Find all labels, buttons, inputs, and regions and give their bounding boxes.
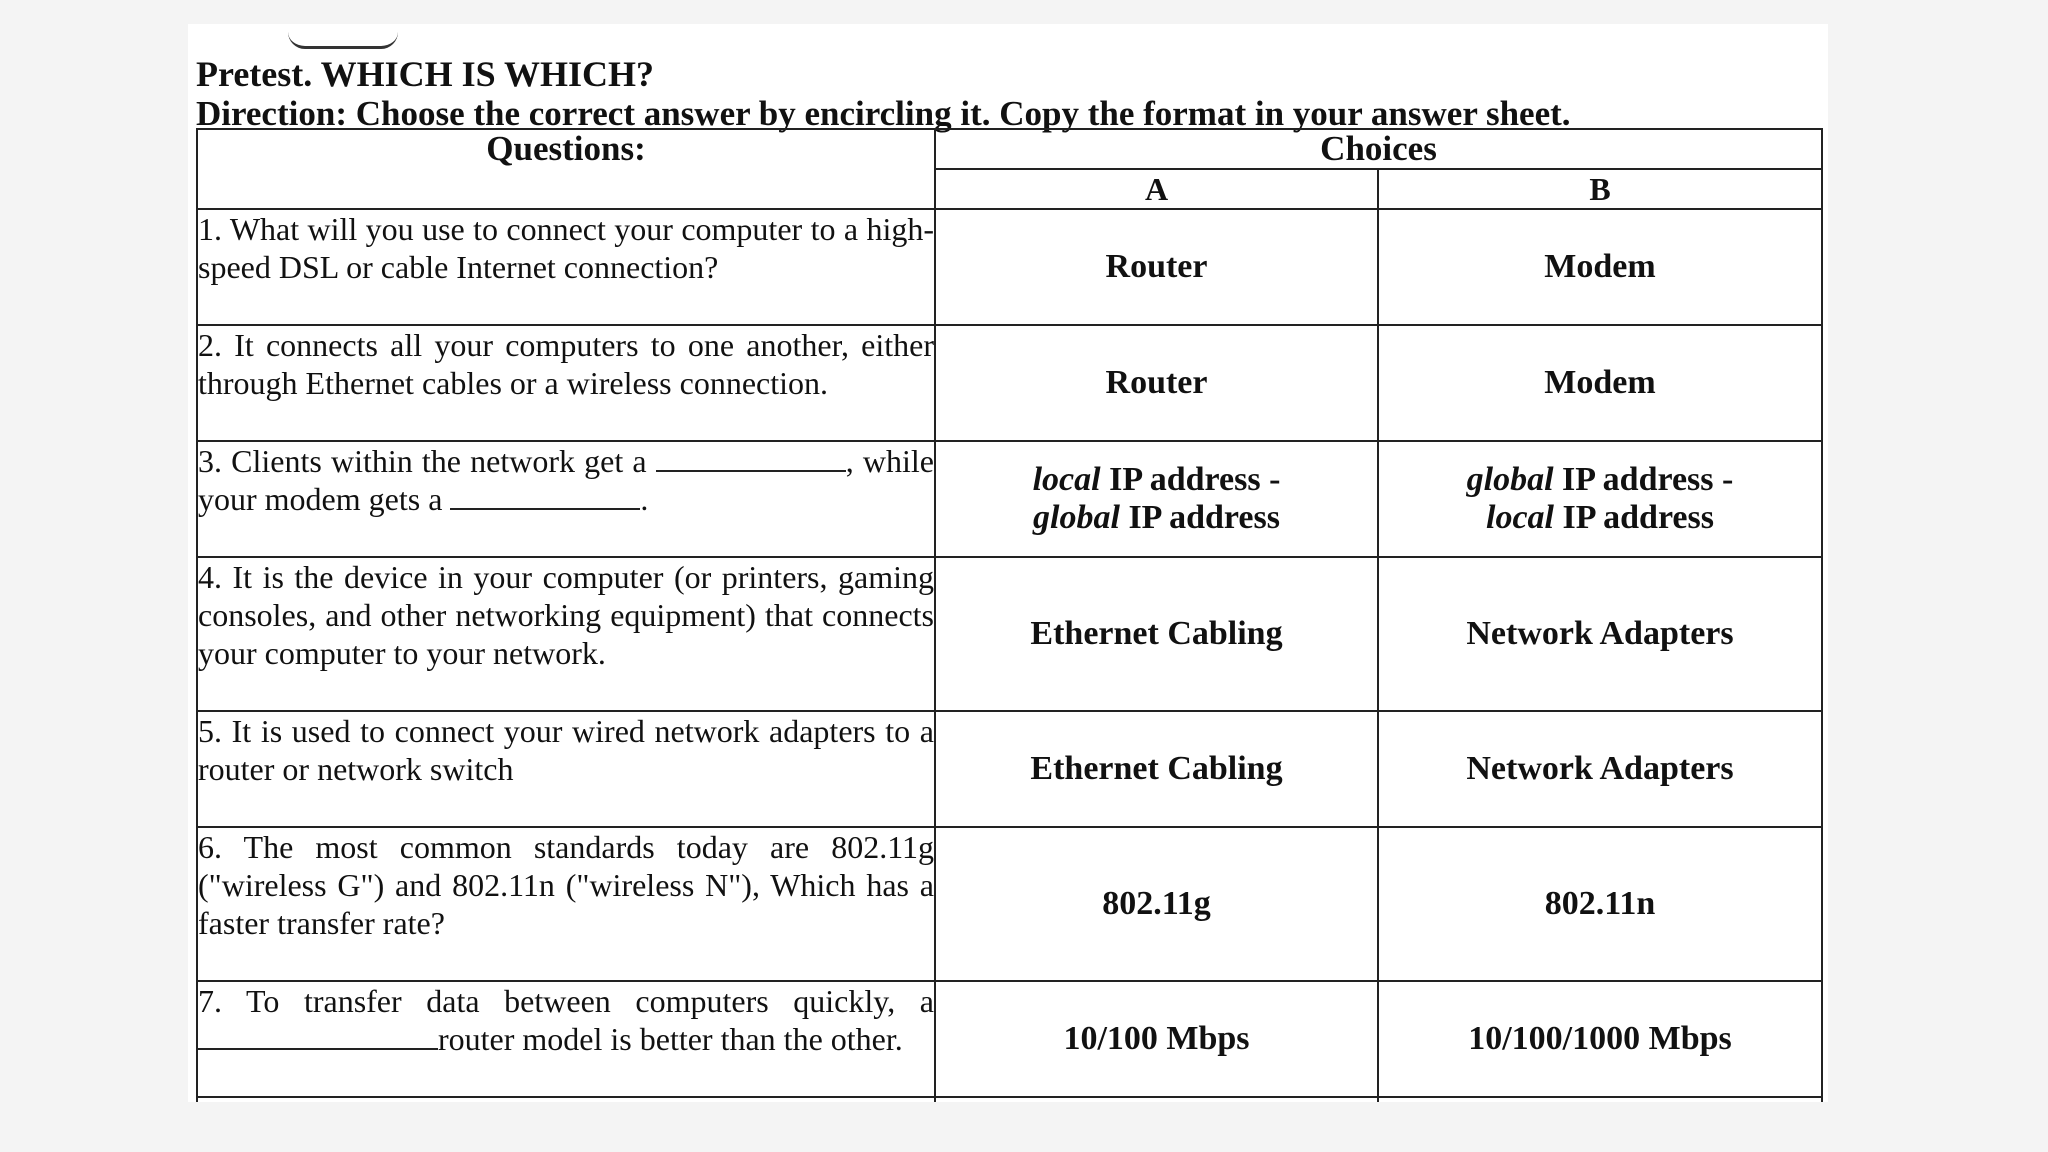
choice-3-a-term-2: global <box>1033 499 1120 536</box>
table-row <box>197 981 1822 1097</box>
question-1: 1. What will you use to connect your computer to a high-speed DSL or cable Internet connection? <box>197 209 935 325</box>
choice-3-a-term-1: local <box>1032 461 1101 498</box>
question-3-part-3: . <box>640 481 649 517</box>
cut-off-row <box>197 1097 1822 1102</box>
table-row <box>197 325 1822 441</box>
choice-3-b-term-2: local <box>1486 499 1554 536</box>
choice-5-a[interactable]: Ethernet Cabling <box>935 711 1378 827</box>
direction-text: Direction: Choose the correct answer by encircling it. Copy the format in your answer sheet. <box>196 94 1571 133</box>
question-5: 5. It is used to connect your wired network adapters to a router or network switch <box>197 711 935 827</box>
choice-1-a[interactable]: Router <box>935 209 1378 325</box>
cut-off-cell <box>197 1097 935 1102</box>
question-3 <box>197 441 935 557</box>
question-2: 2. It connects all your computers to one another, either through Ethernet cables or a wireless connection. <box>197 325 935 441</box>
choice-7-a[interactable]: 10/100 Mbps <box>935 981 1378 1097</box>
questions-header: Questions: <box>197 129 935 209</box>
choices-header: Choices <box>935 129 1822 169</box>
table-row <box>197 711 1822 827</box>
question-3-part-1: 3. Clients within the network get a <box>198 443 647 479</box>
choice-3-b-text-1: IP address - <box>1553 461 1734 498</box>
question-7-part-1: 7. To transfer data between computers quickly, a <box>198 983 934 1019</box>
table-row <box>197 557 1822 711</box>
table-row <box>197 441 1822 557</box>
choice-3-a-text-2: IP address <box>1119 499 1280 536</box>
choice-3-a-text-1: IP address - <box>1100 461 1281 498</box>
question-7 <box>197 981 935 1097</box>
choice-3-b[interactable] <box>1378 441 1822 557</box>
choice-6-b[interactable]: 802.11n <box>1378 827 1822 981</box>
choice-4-a[interactable]: Ethernet Cabling <box>935 557 1378 711</box>
question-6: 6. The most common standards today are 802.11g ("wireless G") and 802.11n ("wireless N"), Which has a faster transfer rate? <box>197 827 935 981</box>
choice-7-b[interactable]: 10/100/1000 Mbps <box>1378 981 1822 1097</box>
choice-2-b[interactable]: Modem <box>1378 325 1822 441</box>
table-row <box>197 827 1822 981</box>
choice-6-a[interactable]: 802.11g <box>935 827 1378 981</box>
answer-blank <box>656 444 846 472</box>
cut-off-cell <box>935 1097 1378 1102</box>
worksheet-page <box>188 24 1828 1102</box>
col-b-header: B <box>1378 169 1822 209</box>
choice-3-b-term-1: global <box>1466 461 1554 498</box>
answer-blank <box>450 482 640 510</box>
answer-blank <box>198 1022 438 1050</box>
question-7-part-2: router model is better than the other. <box>438 1021 903 1057</box>
header-row <box>197 129 1822 169</box>
question-4: 4. It is the device in your computer (or printers, gaming consoles, and other networking equipment) that connects your computer to your network. <box>197 557 935 711</box>
choice-5-b[interactable]: Network Adapters <box>1378 711 1822 827</box>
choice-3-b-text-2: IP address <box>1554 499 1714 536</box>
decorative-curl <box>288 32 398 49</box>
quiz-table <box>196 128 1823 1102</box>
col-a-header: A <box>935 169 1378 209</box>
pretest-title: Pretest. WHICH IS WHICH? <box>196 54 655 94</box>
choice-4-b[interactable]: Network Adapters <box>1378 557 1822 711</box>
question-3-part-2: , while your modem gets a <box>198 443 935 517</box>
cut-off-cell <box>1378 1097 1822 1102</box>
choice-3-a[interactable] <box>935 441 1378 557</box>
table-row <box>197 209 1822 325</box>
choice-1-b[interactable]: Modem <box>1378 209 1822 325</box>
choice-2-a[interactable]: Router <box>935 325 1378 441</box>
